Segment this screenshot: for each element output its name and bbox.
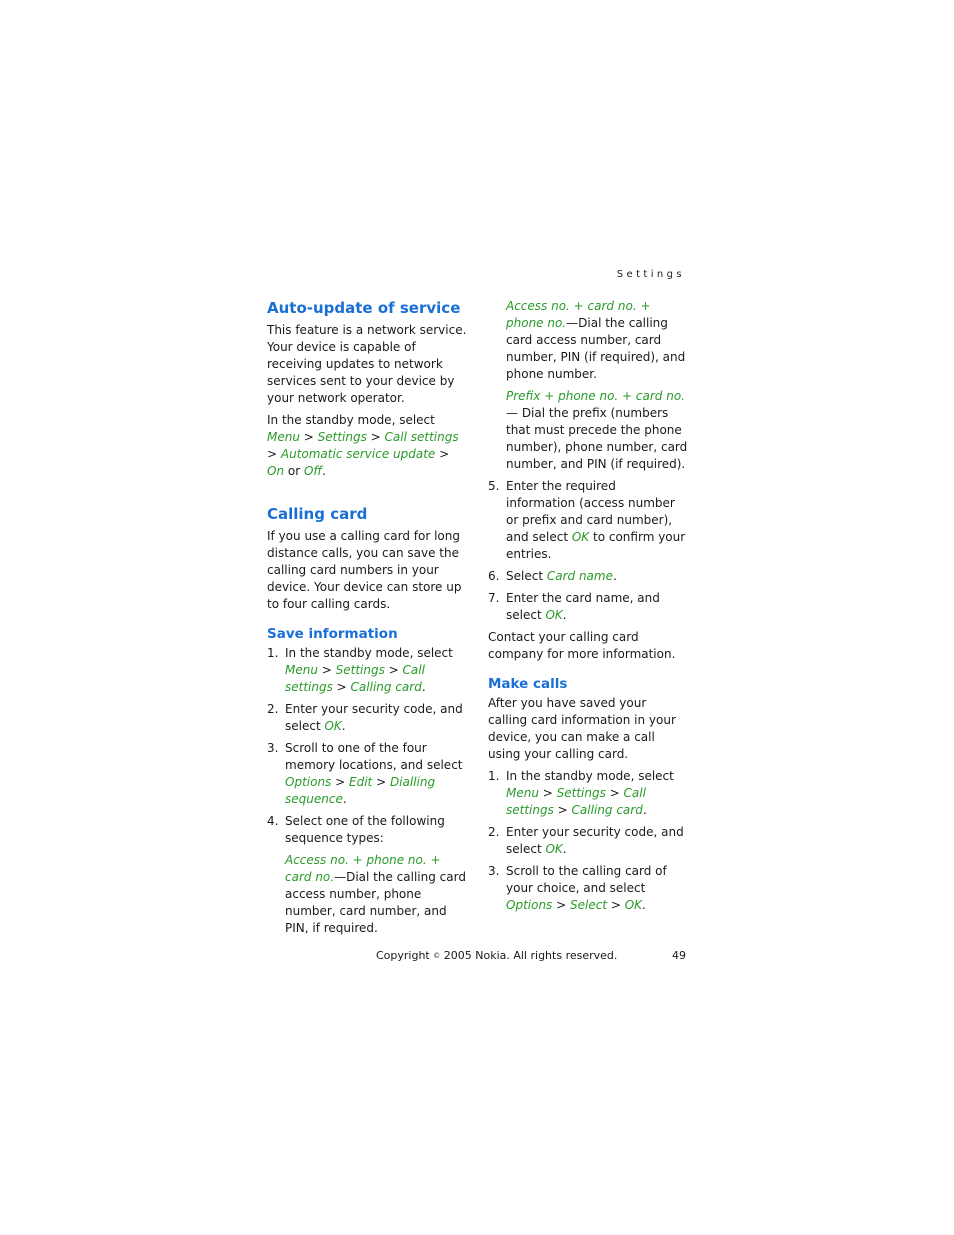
save-steps-list (267, 645, 467, 847)
list-item: 2. Enter your security code, and select OK. (488, 825, 684, 856)
page-number: 49 (672, 949, 686, 962)
list-item: 6. Select Card name. (488, 569, 617, 583)
make-calls-steps-list (488, 768, 688, 914)
list-item: 3. Scroll to the calling card of your choice, and select Options > Select > OK. (488, 864, 667, 912)
list-item: 3. Scroll to one of the four memory locations, and select Options > Edit > Dialling sequence. (267, 741, 463, 806)
save-steps-list-continued (488, 478, 688, 624)
copyright-notice: Copyright © 2005 Nokia. All rights reserved. (376, 949, 618, 962)
list-item: 7. Enter the card name, and select OK. (488, 591, 660, 622)
paragraph-calling-card-intro: If you use a calling card for long distance calls, you can save the calling card numbers in your device. Your device can store up to four calling cards. (267, 529, 462, 611)
heading-save-information: Save information (267, 626, 398, 642)
paragraph-make-calls-intro: After you have saved your calling card information in your device, you can make a call using your calling card. (488, 696, 676, 761)
paragraph-auto-update-path: In the standby mode, select Menu > Settings > Call settings > Automatic service update > On or Off. (267, 413, 459, 478)
sequence-option-3: Prefix + phone no. + card no.— Dial the prefix (numbers that must precede the phone number), phone number, card number, and PIN (if required). (506, 389, 688, 471)
heading-calling-card: Calling card (267, 505, 368, 523)
list-item: 1. In the standby mode, select Menu > Settings > Call settings > Calling card. (267, 646, 453, 694)
sequence-option-2: Access no. + card no. + phone no.—Dial the calling card access number, card number, PIN (if required), and phone number. (506, 299, 686, 381)
paragraph-contact-company: Contact your calling card company for more information. (488, 630, 676, 661)
heading-auto-update: Auto-update of service (267, 299, 461, 317)
running-header: Settings (616, 269, 685, 280)
list-item: 2. Enter your security code, and select OK. (267, 702, 463, 733)
list-item: 5. Enter the required information (access number or prefix and card number), and select OK to confirm your entries. (488, 479, 686, 561)
list-item: 1. In the standby mode, select Menu > Settings > Call settings > Calling card. (488, 769, 674, 817)
heading-make-calls: Make calls (488, 676, 568, 692)
left-column (267, 298, 467, 942)
sequence-option-1: Access no. + phone no. + card no.—Dial the calling card access number, phone number, card number, and PIN, if required. (285, 853, 466, 935)
paragraph-network-service: This feature is a network service. Your device is capable of receiving updates to network services sent to your device by your network operator. (267, 323, 467, 405)
right-column (488, 298, 688, 919)
list-item: 4. Select one of the following sequence types: (267, 814, 445, 845)
